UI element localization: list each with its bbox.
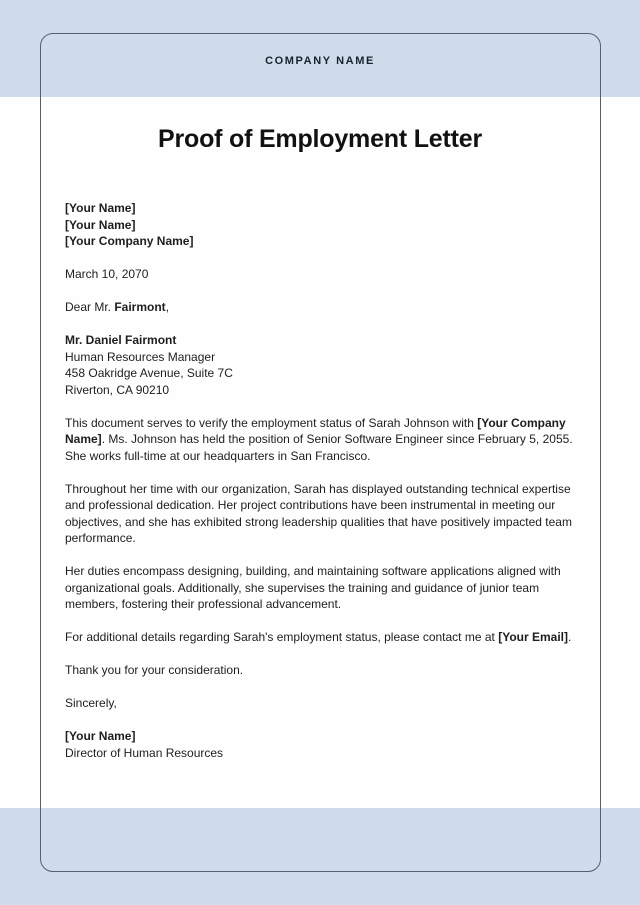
paragraph-duties: Her duties encompass designing, building, and maintaining software applications aligned with organizational goals. Additionally, she supervises the training and guidance of junior team members, fostering their professional advancement. bbox=[65, 564, 561, 611]
letter-title: Proof of Employment Letter bbox=[158, 125, 482, 153]
paragraph-text: This document serves to verify the employment status of Sarah Johnson with bbox=[65, 415, 478, 430]
sender-line: [Your Company Name] bbox=[65, 234, 194, 248]
sender-block bbox=[65, 200, 576, 250]
paragraph-text: For additional details regarding Sarah's employment status, please contact me at bbox=[65, 630, 499, 644]
signature-title: Director of Human Resources bbox=[65, 745, 224, 760]
signature-name: [Your Name] bbox=[65, 729, 136, 743]
recipient-name: Mr. Daniel Fairmont bbox=[65, 333, 177, 347]
salutation-post: , bbox=[165, 300, 170, 314]
paragraph-performance: Throughout her time with our organization, Sarah has displayed outstanding technical expertise and professional dedication. Her project contributions have been instrumental in meeting our objectives, and she has exhibited strong leadership qualities that have positively impacted team performance. bbox=[65, 481, 572, 545]
sender-line: [Your Name] bbox=[65, 201, 136, 215]
paragraph-employment-verification bbox=[65, 415, 576, 465]
sender-line: [Your Name] bbox=[65, 217, 136, 232]
letter-date: March 10, 2070 bbox=[65, 267, 149, 281]
paragraph-text: . bbox=[568, 630, 572, 644]
recipient-job-title: Human Resources Manager bbox=[65, 349, 216, 364]
signoff: Sincerely, bbox=[65, 696, 117, 710]
company-name-placeholder: [Your Company Name] bbox=[65, 415, 566, 446]
salutation-pre: Dear Mr. bbox=[65, 300, 115, 314]
recipient-block bbox=[65, 332, 576, 398]
salutation bbox=[65, 299, 576, 316]
email-placeholder: [Your Email] bbox=[498, 630, 568, 644]
paragraph-text: . Ms. Johnson has held the position of Senior Software Engineer since February 5, 2055. She works full-time at our headquarters in San Francisco. bbox=[65, 432, 573, 463]
letter-body bbox=[65, 200, 576, 778]
company-name-header: COMPANY NAME bbox=[265, 55, 375, 67]
recipient-address-line: Riverton, CA 90210 bbox=[65, 382, 170, 397]
closing-thanks: Thank you for your consideration. bbox=[65, 663, 244, 677]
signature-block bbox=[65, 728, 576, 761]
salutation-recipient-name: Fairmont bbox=[114, 300, 166, 314]
recipient-address-line: 458 Oakridge Avenue, Suite 7C bbox=[65, 366, 233, 380]
paragraph-contact bbox=[65, 629, 576, 646]
